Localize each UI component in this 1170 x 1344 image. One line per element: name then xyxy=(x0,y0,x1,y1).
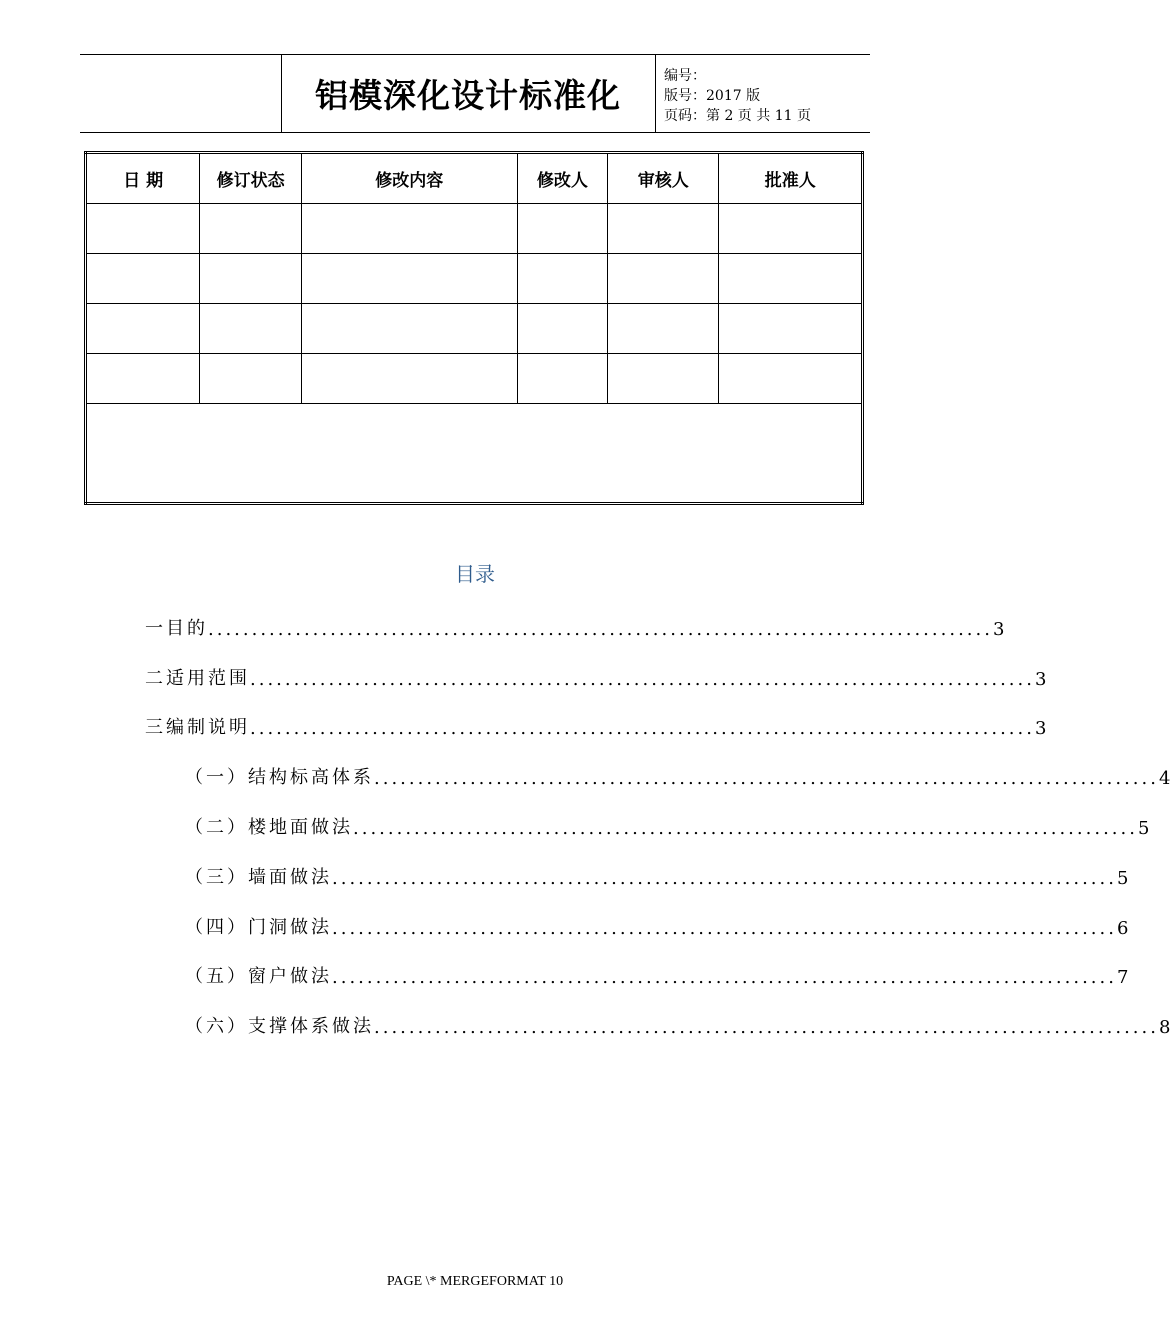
toc-entry[interactable] xyxy=(145,614,1005,640)
table-cell xyxy=(301,204,517,254)
table-cell xyxy=(719,204,863,254)
table-cell xyxy=(719,354,863,404)
table-cell xyxy=(301,254,517,304)
header-divider-right xyxy=(655,54,656,132)
table-cell xyxy=(86,304,200,354)
document-code: 编号： xyxy=(664,68,706,84)
toc-leader-dots: .......................................................................................... xyxy=(332,967,1117,988)
header-approver: 批准人 xyxy=(719,153,863,204)
toc-entry-label: （五）窗户做法 xyxy=(185,966,332,987)
toc-entry-label: （六）支撑体系做法 xyxy=(185,1016,374,1037)
toc-entry-label: 二适用范围 xyxy=(145,668,250,689)
toc-entry-page: 5 xyxy=(1137,818,1150,839)
toc-leader-dots: .......................................................................................... xyxy=(332,918,1117,939)
toc-entry-page: 7 xyxy=(1116,967,1129,988)
document-title: 铝模深化设计标准化 xyxy=(315,75,621,115)
toc-entry-label: （三）墙面做法 xyxy=(185,867,332,888)
table-row xyxy=(86,354,863,404)
header-modifier: 修改人 xyxy=(517,153,607,204)
toc-title: 目录 xyxy=(455,562,495,586)
header-top-rule xyxy=(80,54,870,55)
table-cell xyxy=(608,304,719,354)
revision-table-header xyxy=(86,153,863,204)
toc-entry[interactable] xyxy=(185,863,1129,889)
table-cell xyxy=(200,204,301,254)
header-content: 修改内容 xyxy=(301,153,517,204)
toc-entry-page: 3 xyxy=(1034,669,1047,690)
toc-entry-page: 3 xyxy=(1034,718,1047,739)
table-cell xyxy=(517,354,607,404)
table-cell xyxy=(719,304,863,354)
table-row xyxy=(86,304,863,354)
table-cell xyxy=(719,254,863,304)
toc-entry-page: 8 xyxy=(1158,1017,1170,1038)
toc-entry-page: 5 xyxy=(1116,868,1129,889)
toc-entry-label: （四）门洞做法 xyxy=(185,917,332,938)
table-cell xyxy=(517,254,607,304)
table-cell xyxy=(517,204,607,254)
table-row xyxy=(86,204,863,254)
toc-entry-page: 3 xyxy=(992,619,1005,640)
document-info xyxy=(664,66,811,126)
toc-leader-dots: .......................................................................................... xyxy=(374,1017,1159,1038)
table-cell xyxy=(200,304,301,354)
table-cell xyxy=(301,304,517,354)
header-date: 日 期 xyxy=(86,153,200,204)
toc-leader-dots: .......................................................................................... xyxy=(353,818,1138,839)
toc-entry-label: （二）楼地面做法 xyxy=(185,817,353,838)
toc-entry[interactable] xyxy=(145,713,1047,739)
notes-cell xyxy=(86,404,863,504)
toc-entry-label: （一）结构标高体系 xyxy=(185,767,374,788)
toc-entry[interactable] xyxy=(185,763,1170,789)
table-row-notes xyxy=(86,404,863,504)
table-cell xyxy=(86,254,200,304)
toc-leader-dots: .......................................................................................... xyxy=(208,619,993,640)
table-cell xyxy=(608,204,719,254)
header-bottom-rule xyxy=(80,132,870,133)
table-cell xyxy=(517,304,607,354)
toc-entry[interactable] xyxy=(185,962,1129,988)
header-status: 修订状态 xyxy=(200,153,301,204)
table-cell xyxy=(301,354,517,404)
table-cell xyxy=(86,204,200,254)
document-page-number: 页码：第 2 页 共 11 页 xyxy=(664,108,811,124)
toc-leader-dots: .......................................................................................... xyxy=(332,868,1117,889)
header-reviewer: 审核人 xyxy=(608,153,719,204)
toc-leader-dots: .......................................................................................... xyxy=(250,669,1035,690)
table-cell xyxy=(608,354,719,404)
table-cell xyxy=(608,254,719,304)
revision-table xyxy=(84,151,864,505)
toc-entry-page: 6 xyxy=(1116,918,1129,939)
table-cell xyxy=(200,354,301,404)
table-cell xyxy=(86,354,200,404)
toc-leader-dots: .......................................................................................... xyxy=(374,768,1159,789)
toc-entry[interactable] xyxy=(185,913,1129,939)
table-row xyxy=(86,254,863,304)
toc-entry-label: 三编制说明 xyxy=(145,717,250,738)
document-version: 版号：2017 版 xyxy=(664,88,761,104)
toc-leader-dots: .......................................................................................... xyxy=(250,718,1035,739)
toc-entry[interactable] xyxy=(145,664,1047,690)
table-cell xyxy=(200,254,301,304)
toc-entry[interactable] xyxy=(185,1012,1170,1038)
toc-entry[interactable] xyxy=(185,813,1150,839)
toc-entry-page: 4 xyxy=(1158,768,1170,789)
toc-entry-label: 一目的 xyxy=(145,618,208,639)
page-footer: PAGE \* MERGEFORMAT 10 xyxy=(386,1274,564,1289)
